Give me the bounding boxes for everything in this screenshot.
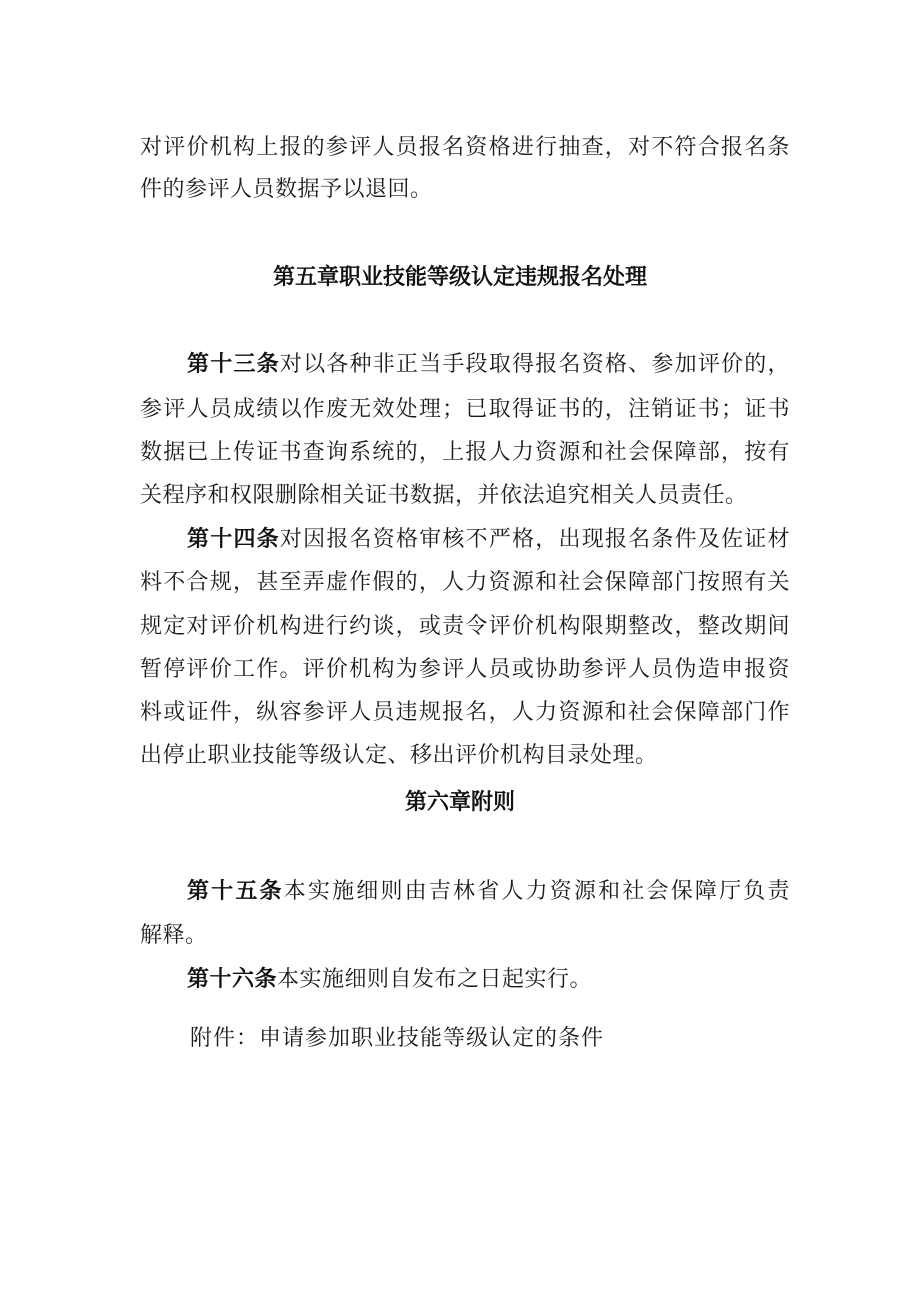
- intro-line-1: 对评价机构上报的参评人员报名资格进行抽查，对不符合报名条: [140, 135, 790, 160]
- article-15-label: 第十五条: [187, 879, 284, 904]
- intro-line-2: 件的参评人员数据予以退回。: [140, 177, 433, 202]
- article-14-line-1: [187, 525, 790, 555]
- article-16-label: 第十六条: [187, 967, 278, 992]
- article-14-line-6: 出停止职业技能等级认定、移出评价机构目录处理。: [140, 743, 658, 768]
- article-15-text-1: 本实施细则由吉林省人力资源和社会保障厅负责: [283, 879, 790, 904]
- article-15-line-1: [187, 877, 790, 907]
- article-14-text-1: 对因报名资格审核不严格，出现报名条件及佐证材: [279, 527, 790, 552]
- article-13-line-2: 参评人员成绩以作废无效处理；已取得证书的，注销证书；证书: [140, 397, 790, 422]
- chapter-6-title: 第六章附则: [404, 790, 515, 815]
- article-13-label: 第十三条: [187, 352, 280, 377]
- article-16-text-1: 本实施细则自发布之日起实行。: [277, 967, 593, 992]
- article-14-label: 第十四条: [187, 527, 280, 552]
- chapter-5-title: 第五章职业技能等级认定违规报名处理: [272, 265, 647, 290]
- article-13-line-3: 数据已上传证书查询系统的，上报人力资源和社会保障部，按有: [140, 440, 790, 465]
- article-13-line-1: [187, 350, 790, 380]
- article-15-line-2: 解释。: [140, 923, 208, 948]
- article-13-line-4: 关程序和权限删除相关证书数据，并依法追究相关人员责任。: [140, 483, 748, 508]
- article-14-line-3: 规定对评价机构进行约谈，或责令评价机构限期整改，整改期间: [140, 614, 790, 639]
- attachment-note: 附件：申请参加职业技能等级认定的条件: [190, 1026, 605, 1051]
- article-13-text-1: 对以各种非正当手段取得报名资格、参加评价的，: [279, 352, 790, 377]
- article-16-line-1: [187, 965, 790, 995]
- article-14-line-4: 暂停评价工作。评价机构为参评人员或协助参评人员伪造申报资: [140, 657, 790, 682]
- article-14-line-5: 料或证件，纵容参评人员违规报名，人力资源和社会保障部门作: [140, 700, 790, 725]
- article-14-line-2: 料不合规，甚至弄虚作假的，人力资源和社会保障部门按照有关: [140, 570, 790, 595]
